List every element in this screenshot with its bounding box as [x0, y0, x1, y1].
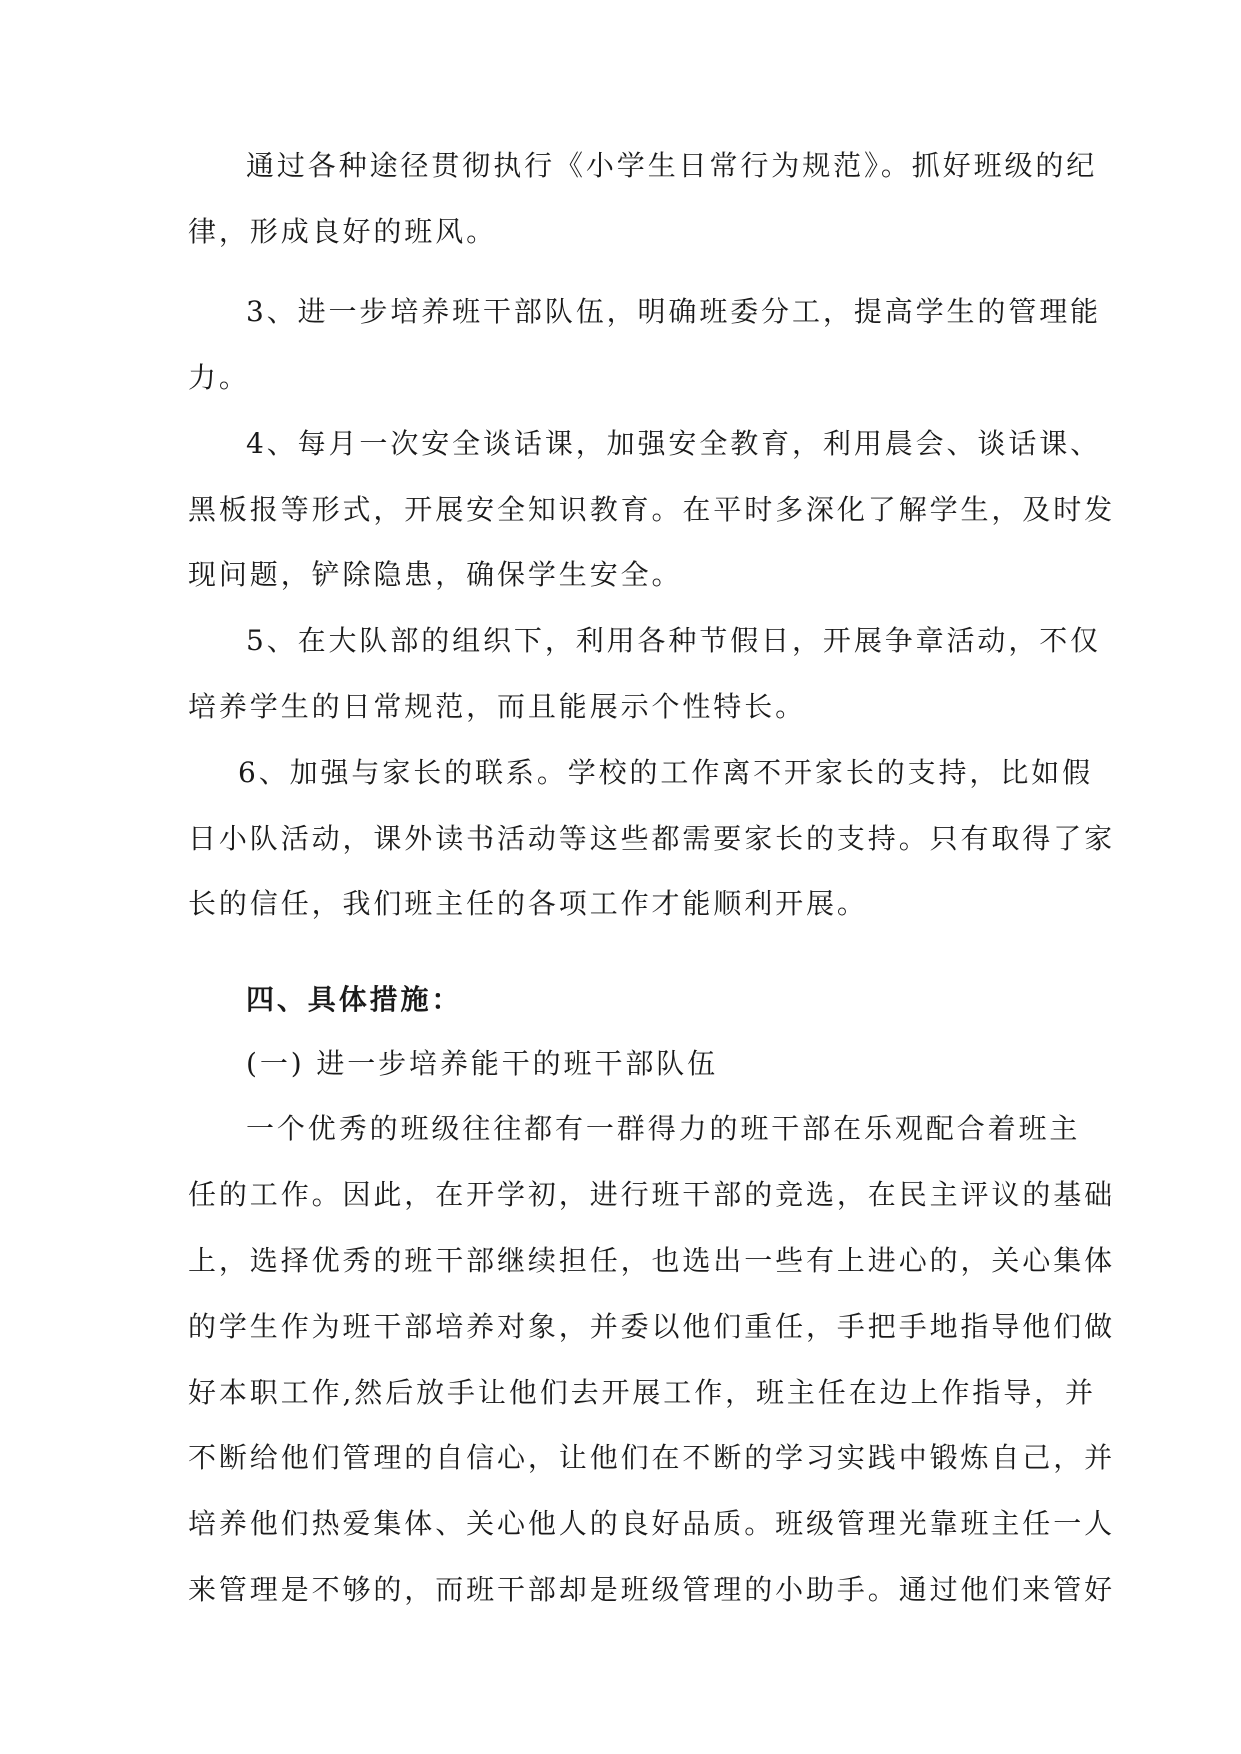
item-4-line-3: 现问题，铲除隐患，确保学生安全。: [188, 558, 683, 591]
item-3-line-1: 3、进一步培养班干部队伍，明确班委分工，提高学生的管理能: [246, 295, 1102, 328]
item-6-line-1: 6、加强与家长的联系。学校的工作离不开家长的支持，比如假: [238, 756, 1094, 789]
body-line-4: 的学生作为班干部培养对象，并委以他们重任，手把手地指导他们做: [188, 1310, 1116, 1343]
section-heading: 四、具体措施：: [246, 983, 463, 1016]
item-6-line-3: 长的信任，我们班主任的各项工作才能顺利开展。: [188, 887, 868, 920]
paragraph-1-line-1: 通过各种途径贯彻执行《小学生日常行为规范》。抓好班级的纪: [246, 149, 1098, 182]
item-5-line-1: 5、在大队部的组织下，利用各种节假日，开展争章活动，不仅: [246, 624, 1102, 657]
item-6-line-2: 日小队活动，课外读书活动等这些都需要家长的支持。只有取得了家: [188, 822, 1116, 855]
body-line-2: 任的工作。因此，在开学初，进行班干部的竞选，在民主评议的基础: [188, 1178, 1116, 1211]
body-line-3: 上，选择优秀的班干部继续担任，也选出一些有上进心的，关心集体: [188, 1244, 1116, 1277]
body-line-1: 一个优秀的班级往往都有一群得力的班干部在乐观配合着班主: [246, 1112, 1081, 1145]
subsection-heading: (一) 进一步培养能干的班干部队伍: [246, 1047, 719, 1080]
body-line-8: 来管理是不够的，而班干部却是班级管理的小助手。通过他们来管好: [188, 1573, 1116, 1606]
body-line-7: 培养他们热爱集体、关心他人的良好品质。班级管理光靠班主任一人: [188, 1507, 1116, 1540]
body-line-6: 不断给他们管理的自信心，让他们在不断的学习实践中锻炼自己，并: [188, 1441, 1116, 1474]
item-4-line-1: 4、每月一次安全谈话课，加强安全教育，利用晨会、谈话课、: [246, 427, 1102, 460]
item-5-line-2: 培养学生的日常规范，而且能展示个性特长。: [188, 690, 807, 723]
item-3-line-2: 力。: [188, 361, 250, 394]
paragraph-1-line-2: 律，形成良好的班风。: [188, 215, 498, 248]
item-4-line-2: 黑板报等形式，开展安全知识教育。在平时多深化了解学生，及时发: [188, 493, 1116, 526]
body-line-5: 好本职工作,然后放手让他们去开展工作，班主任在边上作指导，并: [188, 1376, 1096, 1409]
